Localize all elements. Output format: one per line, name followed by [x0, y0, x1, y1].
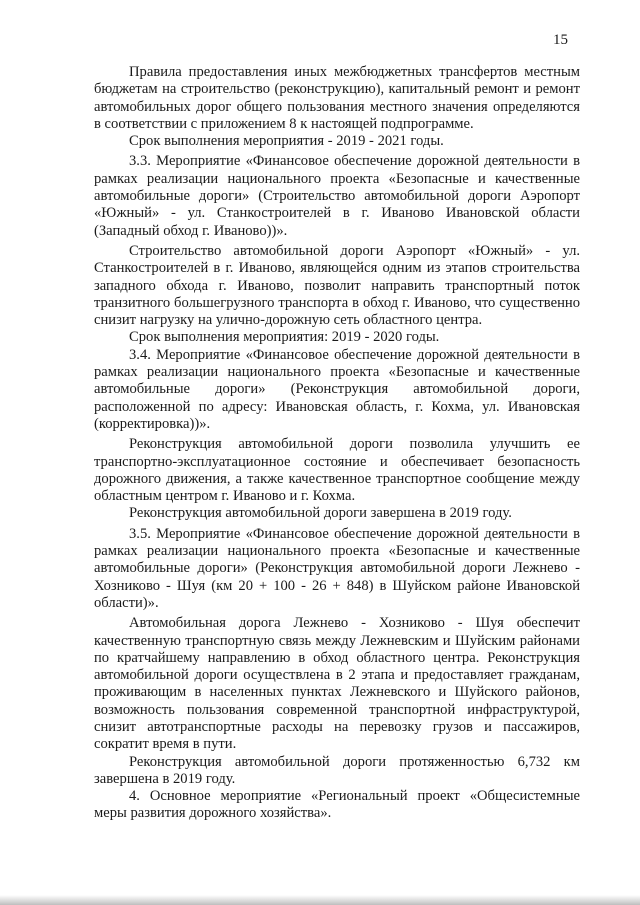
- paragraph-transfer-rules: Правила предоставления иных межбюджетных трансфертов местным бюджетам на строительство (реконструкцию), капитальный ремонт и ремонт автомобильных дорог общего пользования местного значения определяются в соответствии с приложением 8 к настоящей подпрограмме.: [94, 64, 580, 132]
- paragraph-length-completed: Реконструкция автомобильной дороги протяженностью 6,732 км завершена в 2019 году.: [94, 753, 580, 787]
- paragraph-measure-3-3: 3.3. Мероприятие «Финансовое обеспечение дорожной деятельности в рамках реализации национального проекта «Безопасные и качественные автомобильные дороги» (Строительство автомобильной дороги Аэропорт «Южный» - ул. Станкостроителей в г. Иваново Ивановской области (Западный обход г. Иваново))».: [94, 153, 580, 239]
- paragraph-deadline-2019-2021: Срок выполнения мероприятия - 2019 - 2021 годы.: [129, 133, 444, 150]
- paragraph-main-measure-4: 4. Основное мероприятие «Региональный проект «Общесистемные меры развития дорожного хозяйства».: [94, 788, 580, 822]
- paragraph-lezhnevo-road: Автомобильная дорога Лежнево - Хозниково - Шуя обеспечит качественную транспортную связь между Лежневским и Шуйским районами по кратчайшему направлению в обход областного центра. Реконструкция автомобильной дороги осуществлена в 2 этапа и предоставляет гражданам, проживающим в населенных пунктах Лежневского и Шуйского районов, возможность пользования современной транспортной инфраструктурой, снизит автотранспортные расходы на перевозку грузов и пассажиров, сократит время в пути.: [94, 615, 580, 753]
- paragraph-airport-road: Строительство автомобильной дороги Аэропорт «Южный» - ул. Станкостроителей в г. Иваново, являющейся одним из этапов строительства западного обхода г. Иваново, позволит направить транспортный поток транзитного большегрузного транспорта в обход г. Иваново, что существенно снизит нагрузку на улично-дорожную сеть областного центра.: [94, 242, 580, 329]
- document-body: [94, 64, 580, 823]
- paragraph-completed-2019: Реконструкция автомобильной дороги завершена в 2019 году.: [129, 505, 512, 522]
- paragraph-measure-3-4: 3.4. Мероприятие «Финансовое обеспечение дорожной деятельности в рамках реализации национального проекта «Безопасные и качественные автомобильные дороги» (Реконструкция автомобильной дороги, расположенной по адресу: Ивановская область, г. Кохма, ул. Ивановская (корректировка))».: [94, 346, 580, 432]
- page-number: 15: [553, 32, 568, 48]
- scan-bottom-edge: [0, 895, 640, 905]
- paragraph-deadline-2019-2020: Срок выполнения мероприятия: 2019 - 2020 годы.: [129, 329, 440, 346]
- paragraph-kokhma-reconstruction: Реконструкция автомобильной дороги позволила улучшить ее транспортно-эксплуатационное состояние и обеспечивает безопасность дорожного движения, а также качественное транспортное сообщение между областным центром г. Иваново и г. Кохма.: [94, 436, 580, 505]
- paragraph-measure-3-5: 3.5. Мероприятие «Финансовое обеспечение дорожной деятельности в рамках реализации национального проекта «Безопасные и качественные автомобильные дороги» (Реконструкция автомобильной дороги Лежнево - Хозниково - Шуя (км 20 + 100 - 26 + 848) в Шуйском районе Ивановской области)».: [94, 525, 580, 611]
